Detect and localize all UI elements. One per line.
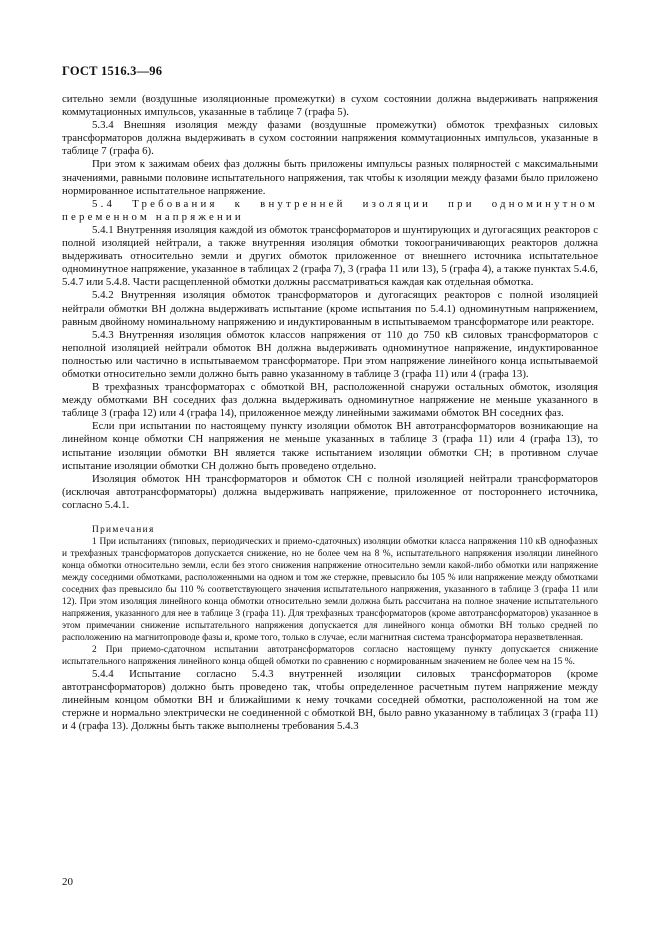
paragraph-5-4-3: 5.4.3 Внутренняя изоляция обмоток классов напряжения от 110 до 750 кВ силовых трансформаторов с неполной изоляцией нейтрали обмоток ВН должна выдерживать одноминутное напряжение, индуктированное полностью или частично в испытываемом трансформаторе. При этом напряжение линейного конца испытываемой обмотки относительно земли должно быть равно указанному в таблице 3 (графа 11) или 4 (графа 13). [62,328,598,380]
paragraph-5-3-4: 5.3.4 Внешняя изоляция между фазами (воздушные промежутки) обмоток трехфазных силовых трансформаторов должна выдерживать в сухом состоянии напряжения коммутационных импульсов, указанные в таблице 7 (графа 6). [62,119,598,158]
paragraph-autotransformers: Если при испытании по настоящему пункту изоляции обмоток ВН автотрансформаторов возникающие на линейном конце обмотки СН напряжения не меньше указанных в таблице 3 (графа 11) или 4 (графа 13), то испытание изоляции обмотки ВН является также испытанием изоляции обмотки СН; в противном случае испытание изоляции обмотки СН должно быть проведено отдельно. [62,420,598,472]
paragraph-continuation: сительно земли (воздушные изоляционные промежутки) в сухом состоянии должна выдерживать напряжения коммутационных импульсов, указанные в таблице 7 (графа 5). [62,93,598,119]
document-header: ГОСТ 1516.3—96 [62,64,163,78]
paragraph-5-4-4: 5.4.4 Испытание согласно 5.4.3 внутренней изоляции силовых трансформаторов (кроме автотрансформаторов) должно быть проведено так, чтобы определенное расчетным путем напряжение между линейным концом обмотки ВН и ближайшими к нему точками соседней обмотки, расположенной на том же стержне и нормально электрически не соединенной с обмоткой ВН, было равно указанному в таблицах 3 (графа 11) и 4 (графа 13). Должны быть также выполнены требования 5.4.3 [62,668,598,733]
note-1: 1 При испытаниях (типовых, периодических и приемо-сдаточных) изоляции обмотки класса напряжения 110 кВ однофазных и трехфазных трансформаторов допускается снижение, но не более чем на 8 %, испытательного напряжения изоляции линейного конца обмотки относительно земли, если без этого снижения напряжение относительно земли какой-либо обмотки или напряжение между соседними обмотками, расположенными на одном и том же стержне, превысило бы 105 % или напряжение между обмотками соседних фаз превысило бы 110 % соответствующего значения испытательного напряжения, указанного в таблице 3 (графа 11 или 12). При этом изоляция линейного конца обмотки относительно земли должна быть рассчитана на полное значение испытательного напряжения, указанного для нее в таблице 3 (графа 11). Для трехфазных трансформаторов (кроме автотрансформаторов) указанное в этом примечании снижение испытательного напряжения допускается для линейного конца обмотки ВН только средней по расположению на магнитопроводе фазы и, кроме того, только в случае, если магнитная система трансформатора неразветвленная. [62,537,598,643]
notes-title: Примечания [92,525,155,535]
section-heading-5-4: 5.4 Требования к внутренней изоляции при одноминутном переменном напряжении [62,197,598,223]
paragraph-lv-insulation: Изоляция обмоток НН трансформаторов и обмоток СН с полной изоляцией нейтрали трансформаторов (исключая автотрансформаторы) должна выдерживать напряжение, приложенное от постороннего источника, согласно 5.4.1. [62,472,598,511]
notes-block [62,524,598,668]
paragraph-5-4-2: 5.4.2 Внутренняя изоляция обмоток трансформаторов и дугогасящих реакторов с полной изоляцией нейтрали обмотки ВН должна выдерживать испытание (кроме испытания по 5.4.1) одноминутным напряжением, равным двойному номинальному напряжению и индуктированным в испытываемом трансформаторе или реакторе. [62,289,598,328]
page-number: 20 [62,876,73,888]
note-2: 2 При приемо-сдаточном испытании автотрансформаторов согласно настоящему пункту допускается снижение испытательного напряжения линейного конца общей обмотки по сравнению с нормированным значением не более чем на 15 %. [62,645,598,667]
paragraph-5-4-1: 5.4.1 Внутренняя изоляция каждой из обмоток трансформаторов и шунтирующих и дугогасящих реакторов с полной изоляцией нейтрали, а также внутренняя изоляция обмотки токоограничивающих реакторов должна выдерживать относительно земли и других обмоток приложенное от внешнего источника испытательное одноминутное напряжение, указанное в таблицах 2 (графа 7), 3 (графа 11 или 13), 5 (графа 4), а также пунктах 5.4.6, 5.4.7 или 5.4.8. Части расщепленной обмотки должны рассматриваться каждая как отдельная обмотка. [62,223,598,289]
paragraph-three-phase: В трехфазных трансформаторах с обмоткой ВН, расположенной снаружи остальных обмоток, изоляция между обмотками ВН соседних фаз должна выдерживать одноминутное напряжение не меньше указанного в таблице 3 (графа 12) или 4 (графа 14), приложенное между линейными зажимами обмоток ВН соседних фаз. [62,381,598,420]
document-body [62,93,598,733]
paragraph-polarity: При этом к зажимам обеих фаз должны быть приложены импульсы разных полярностей с максимальными значениями, равными половине испытательного напряжения, так чтобы к изоляции между фазами было приложено нормированное испытательное напряжение. [62,158,598,197]
